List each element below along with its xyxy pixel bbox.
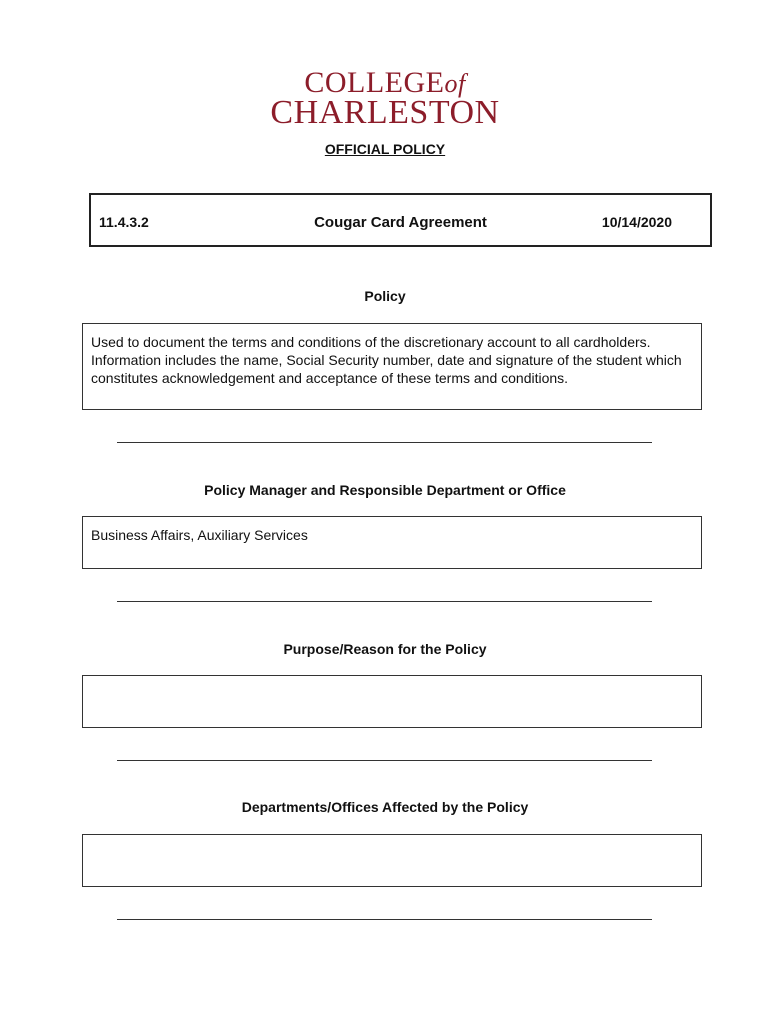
divider-line [117,601,652,602]
divider-line [117,442,652,443]
section-box-departments [82,834,702,887]
logo-of-text: of [444,69,466,98]
section-box-policy: Used to document the terms and conditions of the discretionary account to all cardholders. Information includes the name, Social Security number, date and signature of the student which constitutes acknowledgement and acceptance of these terms and conditions. [82,323,702,410]
logo-charleston-text: CHARLESTON [270,94,500,131]
policy-header-box [89,193,712,247]
policy-title: Cougar Card Agreement [314,214,487,231]
section-title-purpose: Purpose/Reason for the Policy [283,641,487,657]
logo-line-1 [0,66,770,99]
college-logo [0,66,770,131]
section-title-departments: Departments/Offices Affected by the Policy [241,799,529,815]
logo-college-text: COLLEGE [304,66,445,99]
policy-number: 11.4.3.2 [99,214,149,230]
official-policy-label: OFFICIAL POLICY [324,141,446,157]
divider-line [117,919,652,920]
section-title-policy: Policy [364,288,406,304]
divider-line [117,760,652,761]
policy-date: 10/14/2020 [601,214,672,230]
section-box-policy-manager: Business Affairs, Auxiliary Services [82,516,702,569]
section-title-policy-manager: Policy Manager and Responsible Department or Office [204,482,566,498]
section-box-purpose [82,675,702,728]
